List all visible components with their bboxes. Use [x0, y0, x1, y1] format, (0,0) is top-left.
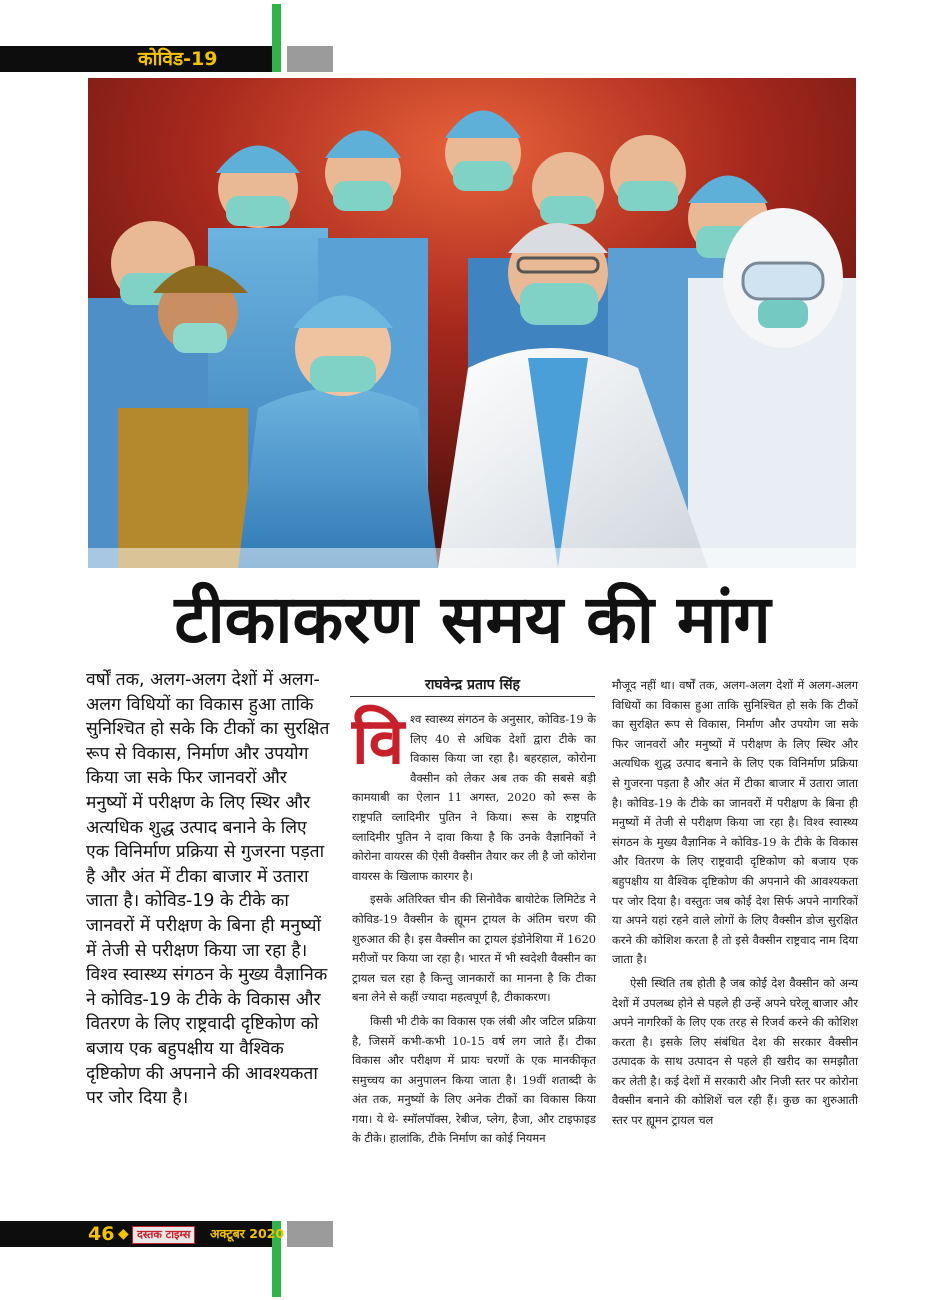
article-paragraph: ऐसी स्थिति तब होती है जब कोई देश वैक्सीन को अन्य देशों में उपलब्ध होने से पहले ही उन्हें अपने घरेलू बाजार और अपने नागरिकों के लिए एक तरह से रिजर्व करने की कोशिश करता है। इसके लिए संबंधित देश की सरकार वैक्सीन उत्पादक के साथ उत्पादन से पहले ही खरीद का समझौता कर लेती है। कई देशों में सरकारी और निजी स्तर पर कोरोना वैक्सीन बनाने की कोशिशें चल रही हैं। कुछ का शुरुआती स्तर पर ह्यूमन ट्रायल चल — [612, 975, 858, 1128]
header-gray-block — [287, 46, 333, 72]
footer-gray-block — [287, 1221, 333, 1247]
article-paragraph: किसी भी टीके का विकास एक लंबी और जटिल प्रक्रिया है, जिसमें कभी-कभी 10-15 वर्ष लग जाते हैं। टीका विकास और परीक्षण में प्रायः चरणों के एक मानकीकृत समुच्चय का अनुपालन किया जाता है। 19वीं शताब्दी के अंत तक, मनुष्यों के लिए अनेक टीकों का विकास किया गया। ये थे- स्मॉलपॉक्स, रेबीज, प्लेग, हैजा, और टाइफाइड के टीके। हालांकि, टीके निर्माण का कोई नियमन — [352, 1013, 596, 1146]
header-green-stripe — [272, 4, 281, 72]
magazine-logo: दस्तक टाइम्स — [132, 1226, 195, 1244]
article-column-middle — [352, 705, 596, 1149]
bullet-icon: ◆ — [118, 1226, 129, 1242]
page-number: 46 — [88, 1223, 115, 1245]
article-paragraph: मौजूद नहीं था। वर्षों तक, अलग-अलग देशों में अलग-अलग विधियों का विकास हुआ ताकि सुनिश्चित हो सके कि टीकों का सुरक्षित रूप से विकास, निर्माण और उपयोग जा सके फिर जानवरों और मनुष्यों में परीक्षण के लिए स्थिर और अत्यधिक शुद्ध उत्पाद बनाने के लिए एक विनिर्माण प्रक्रिया से गुजरना पड़ता है और अंत में टीका बाजार में उतारा जाता है। कोविड-19 के टीके का जानवरों में परीक्षण के बिना ही मनुष्यों में तेजी से परीक्षण किया जा रहा है। विश्व स्वास्थ्य संगठन के मुख्य वैज्ञानिक ने कोविड-19 के टीके के विकास और वितरण के लिए राष्ट्रवादी दृष्टिकोण को बजाय एक बहुपक्षीय या वैश्विक दृष्टिकोण की अपनाने की आवश्यकता पर जोर दिया है। वस्तुतः जब कोई देश सिर्फ अपने नागरिकों या अपने यहां रहने वाले लोगों के लिए वैक्सीन डोज सुरक्षित करने की कोशिश करता है तो इसे वैक्सीन राष्ट्रवाद नाम दिया जाता है। — [612, 678, 858, 967]
hero-illustration — [88, 78, 856, 568]
section-label: कोविड-19 — [138, 48, 218, 70]
healthcare-workers-illustration — [88, 78, 856, 568]
drop-cap: वि — [352, 705, 405, 779]
article-column-right — [612, 676, 858, 1131]
pull-quote: वर्षों तक, अलग-अलग देशों में अलग-अलग विधियों का विकास हुआ ताकि सुनिश्चित हो सके कि टीकों का सुरक्षित रूप से विकास, निर्माण और उपयोग किया जा सके फिर जानवरों और मनुष्यों में परीक्षण के लिए स्थिर और अत्यधिक शुद्ध उत्पाद बनाने के लिए एक विनिर्माण प्रक्रिया से गुजरना पड़ता है और अंत में टीका बाजार में उतारा जाता है। कोविड-19 के टीके का जानवरों में परीक्षण के बिना ही मनुष्यों में तेजी से परीक्षण किया जा रहा है। विश्व स्वास्थ्य संगठन के मुख्य वैज्ञानिक ने कोविड-19 के टीके के विकास और वितरण के लिए राष्ट्रवादी दृष्टिकोण को बजाय एक बहुपक्षीय या वैश्विक दृष्टिकोण की अपनाने की आवश्यकता पर जोर दिया है। — [86, 670, 330, 1109]
article-paragraph: विश्व स्वास्थ्य संगठन के अनुसार, कोविड-19 के लिए 40 से अधिक देशों द्वारा टीके का विकास किया जा रहा है। बहरहाल, कोरोना वैक्सीन को लेकर अब तक की सबसे बड़ी कामयाबी का ऐलान 11 अगस्त, 2020 को रूस के राष्ट्रपति व्लादिमीर पुतिन ने किया। रूस के राष्ट्रपति व्लादिमीर पुतिन ने दावा किया है कि उनके वैज्ञानिकों ने कोरोना वायरस की ऐसी वैक्सीन तैयार कर ली है जो कोरोना वायरस के खिलाफ कारगर है। — [352, 705, 596, 883]
headline: टीकाकरण समय की मांग — [174, 581, 771, 658]
article-paragraph: इसके अतिरिक्त चीन की सिनोवैक बायोटेक लिमिटेड ने कोविड-19 वैक्सीन के ह्यूमन ट्रायल के अंतिम चरण की शुरुआत की है। इस वैक्सीन का ट्रायल इंडोनेशिया में 1620 मरीजों पर किया जा रहा है। भारत में भी स्वदेशी वैक्सीन का ट्रायल चल रहा है किन्तु जानकारों का मानना है कि टीका बना लेने से कहीं ज्यादा महत्वपूर्ण है, टीकाकरण। — [352, 892, 596, 1005]
byline: राघवेन्द्र प्रताप सिंह — [350, 675, 595, 697]
header-bar — [0, 46, 272, 72]
issue-month: अक्टूबर 2020 — [210, 1226, 285, 1241]
